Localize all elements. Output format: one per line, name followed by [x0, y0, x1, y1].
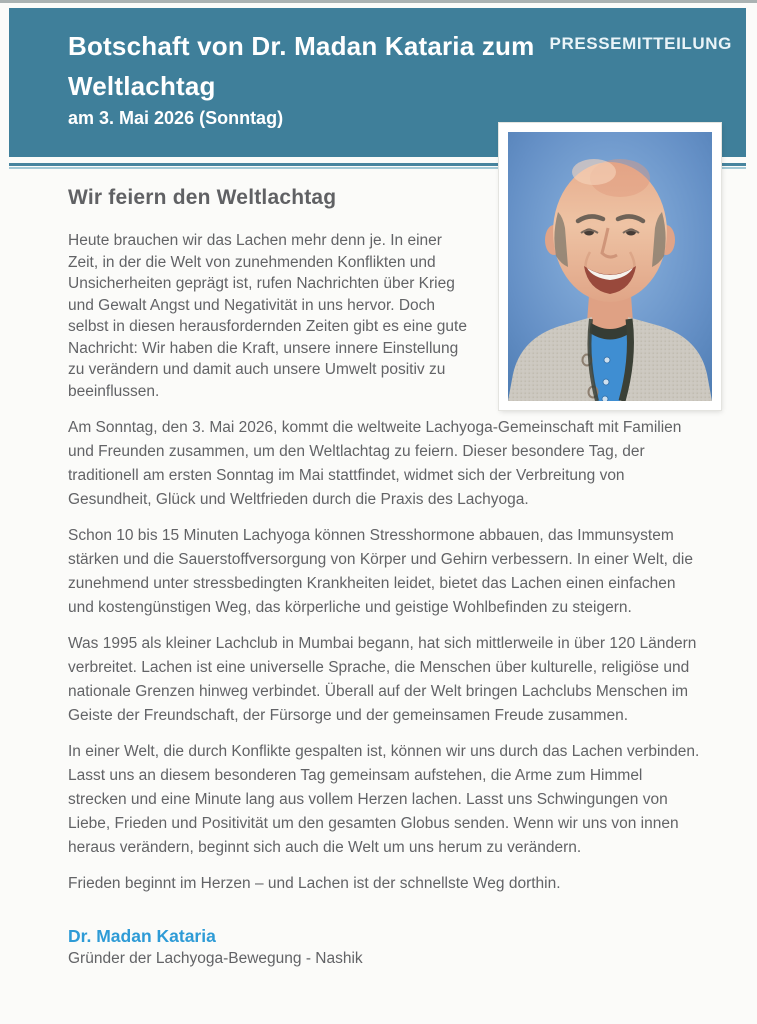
- press-release-label: PRESSEMITTEILUNG: [549, 34, 732, 53]
- body-paragraph: Am Sonntag, den 3. Mai 2026, kommt die weltweite Lachyoga-Gemeinschaft mit Familien und Freunden zusammen, um den Weltlachtag zu feiern. Dieser besondere Tag, der traditionell am ersten Sonntag im Mai stattfindet, widmet sich der Verbreitung von Gesundheit, Glück und Weltfrieden durch die Praxis des Lachyoga.: [68, 419, 682, 508]
- event-date: am 3. Mai 2026 (Sonntag): [68, 108, 284, 128]
- signature-role: Gründer der Lachyoga-Bewegung - Nashik: [68, 950, 363, 967]
- signature-name: Dr. Madan Kataria: [68, 926, 216, 946]
- page-title: [68, 26, 534, 106]
- section-heading: Wir feiern den Weltlachtag: [68, 186, 337, 209]
- body-paragraph: In einer Welt, die durch Konflikte gespalten ist, können wir uns durch das Lachen verbinden. Lasst uns an diesem besonderen Tag gemeinsam aufstehen, die Arme zum Himmel strecken und eine Minute lang aus vollem Herzen lachen. Lasst uns Schwingungen von Liebe, Frieden und Positivität um den gesamten Globus senden. Wenn wir uns von innen heraus verändern, beginnt sich auch die Welt um uns herum zu verändern.: [68, 743, 700, 856]
- page-title-line2: Weltlachtag: [68, 71, 216, 101]
- page-title-line1: Botschaft von Dr. Madan Kataria zum: [68, 31, 535, 61]
- signature-block: [68, 926, 705, 968]
- intro-paragraph: Heute brauchen wir das Lachen mehr denn je. In einer Zeit, in der die Welt von zunehmenden Konflikten und Unsicherheiten geprägt ist, rufen Nachrichten über Krieg und Gewalt Angst und Negativität in uns hervor. Doch selbst in diesen herausfordernden Zeiten gibt es eine gute Nachricht: Wir haben die Kraft, unsere innere Einstellung zu verändern und damit auch unsere Umwelt positiv zu beeinflussen.: [68, 232, 467, 400]
- body-paragraph: Schon 10 bis 15 Minuten Lachyoga können Stresshormone abbauen, das Immunsystem stärken und die Sauerstoffversorgung von Körper und Gehirn verbessern. In einer Welt, die zunehmend unter stressbedingten Krankheiten leidet, bietet das Lachen einen einfachen und kostengünstigen Weg, das körperliche und geistige Wohlbefinden zu steigern.: [68, 527, 693, 616]
- portrait-photo: [499, 123, 721, 410]
- closing-line: Frieden beginnt im Herzen – und Lachen ist der schnellste Weg dorthin.: [68, 875, 561, 892]
- portrait-illustration: [508, 132, 712, 401]
- body-paragraph: Was 1995 als kleiner Lachclub in Mumbai begann, hat sich mittlerweile in über 120 Ländern verbreitet. Lachen ist eine universelle Sprache, die Menschen über kulturelle, religiöse und nationale Grenzen hinweg verbindet. Überall auf der Welt bringen Lachclubs Menschen im Geiste der Freundschaft, der Fürsorge und der gemeinsamen Freude zusammen.: [68, 635, 697, 724]
- scan-edge: [0, 0, 757, 3]
